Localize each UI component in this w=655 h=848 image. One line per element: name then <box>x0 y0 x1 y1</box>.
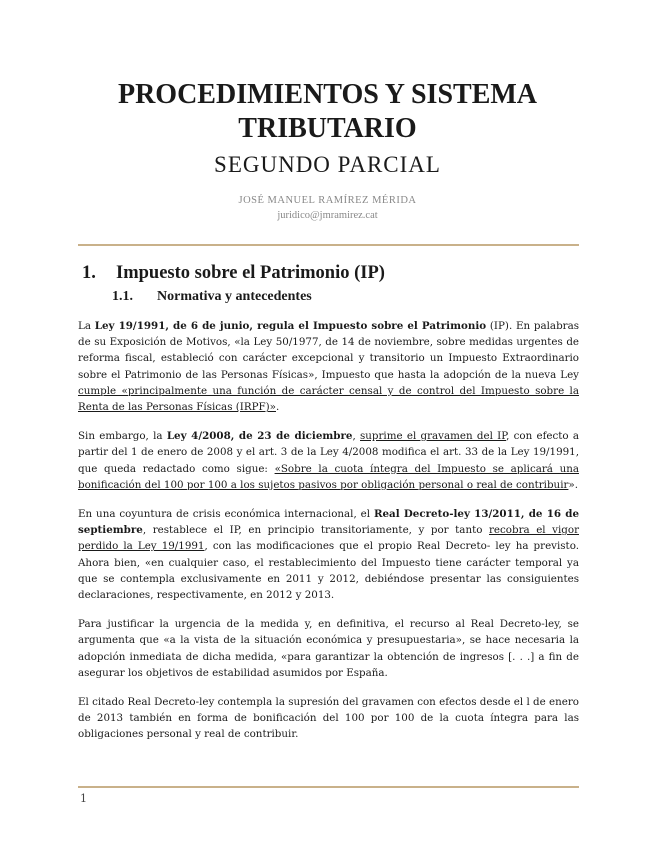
section-heading <box>82 263 385 284</box>
section-title: Impuesto sobre el Patrimonio (IP) <box>116 263 385 283</box>
author-email: juridico@jmramirez.cat <box>277 210 378 221</box>
underlined-quote: cumple «principalmente una función de carácter censal y de control del Impuesto sobre la Renta de las Personas Físicas (IRPF)» <box>78 384 579 414</box>
text-run: (IP). En palabras de su Exposición de Motivos, «la Ley 50/1977, de 14 de noviembre, sobre medidas urgentes de reforma fiscal, estableció con carácter excepcional y transitorio un Impuesto Extraordinario sobre el Patrimonio de las Personas Físicas», Impuesto que hasta la adopción de la nueva Ley <box>78 320 580 381</box>
paragraph-4: Para justificar la urgencia de la medida y, en definitiva, el recurso al Real Decreto-ley, se argumenta que «a la vista de la situación económica y presupuestaria», se hace necesaria la adopción inmediata de dicha medida, «para garantizar la obtención de ingresos [. . .] a fin de asegurar los objetivos de estabilidad asumidos por España. <box>78 618 579 679</box>
title-line-1: PROCEDIMIENTOS Y SISTEMA <box>117 79 538 110</box>
paragraph-5: El citado Real Decreto-ley contempla la supresión del gravamen con efectos desde el l de enero de 2013 también en forma de bonificación del 100 por 100 de la cuota íntegra para las obligaciones personal y real de contribuir. <box>78 696 579 741</box>
paragraph-2 <box>78 428 579 493</box>
text-run: Sin embargo, la <box>78 430 167 443</box>
title-line-2: TRIBUTARIO <box>238 113 417 144</box>
text-run: En una coyuntura de crisis económica internacional, el <box>78 508 374 521</box>
subsection-title: Normativa y antecedentes <box>157 289 312 304</box>
paragraph-1 <box>78 318 579 415</box>
underlined-phrase: recobra el vigor perdido la Ley 19/1991 <box>78 524 579 553</box>
text-run: . <box>275 401 280 414</box>
underlined-phrase: suprime el gravamen del IP <box>360 430 507 443</box>
footer-divider <box>78 786 579 788</box>
text-run: , con las modificaciones que el propio Real Decreto- ley ha previsto. Ahora bien, «en cualquier caso, el restablecimiento del Impuesto tiene carácter temporal ya que se contempla exclusivamente en 2011 y 2012, debiéndose presentar las consiguientes declaraciones, respectivamente, en 2012 y 2013. <box>78 540 579 602</box>
text-run: La <box>78 320 95 332</box>
header-divider <box>78 244 579 246</box>
document-body <box>78 318 579 756</box>
text-run: , con efecto a partir del 1 de enero de 2008 y el art. 3 de la Ley 4/2008 modifica el art. 33 de la Ley 19/1991, que queda redactado como sigue: <box>78 430 579 475</box>
text-run: , <box>352 430 360 443</box>
law-reference: Real Decreto-ley 13/2011, de 16 de septiembre <box>78 508 580 537</box>
section-number: 1. <box>82 263 96 283</box>
subsection-number: 1.1. <box>112 289 133 304</box>
law-reference: Ley 19/1991, de 6 de junio, regula el Impuesto sobre el Patrimonio <box>94 320 487 332</box>
author-name: JOSÉ MANUEL RAMÍREZ MÉRIDA <box>238 195 417 206</box>
page-number: 1 <box>80 792 87 805</box>
subsection-heading <box>112 289 312 305</box>
paragraph-3 <box>78 506 579 603</box>
text-run: ». <box>568 478 578 491</box>
text-run: , restablece el IP, en principio transitoriamente, y por tanto <box>142 524 489 537</box>
document-title <box>0 78 655 146</box>
law-reference: Ley 4/2008, de 23 de diciembre <box>166 430 353 443</box>
underlined-quote: «Sobre la cuota íntegra del Impuesto se aplicará una bonificación del 100 por 100 a los sujetos pasivos por obligación personal o real de contribuir <box>78 462 579 491</box>
document-subtitle: SEGUNDO PARCIAL <box>214 152 441 177</box>
